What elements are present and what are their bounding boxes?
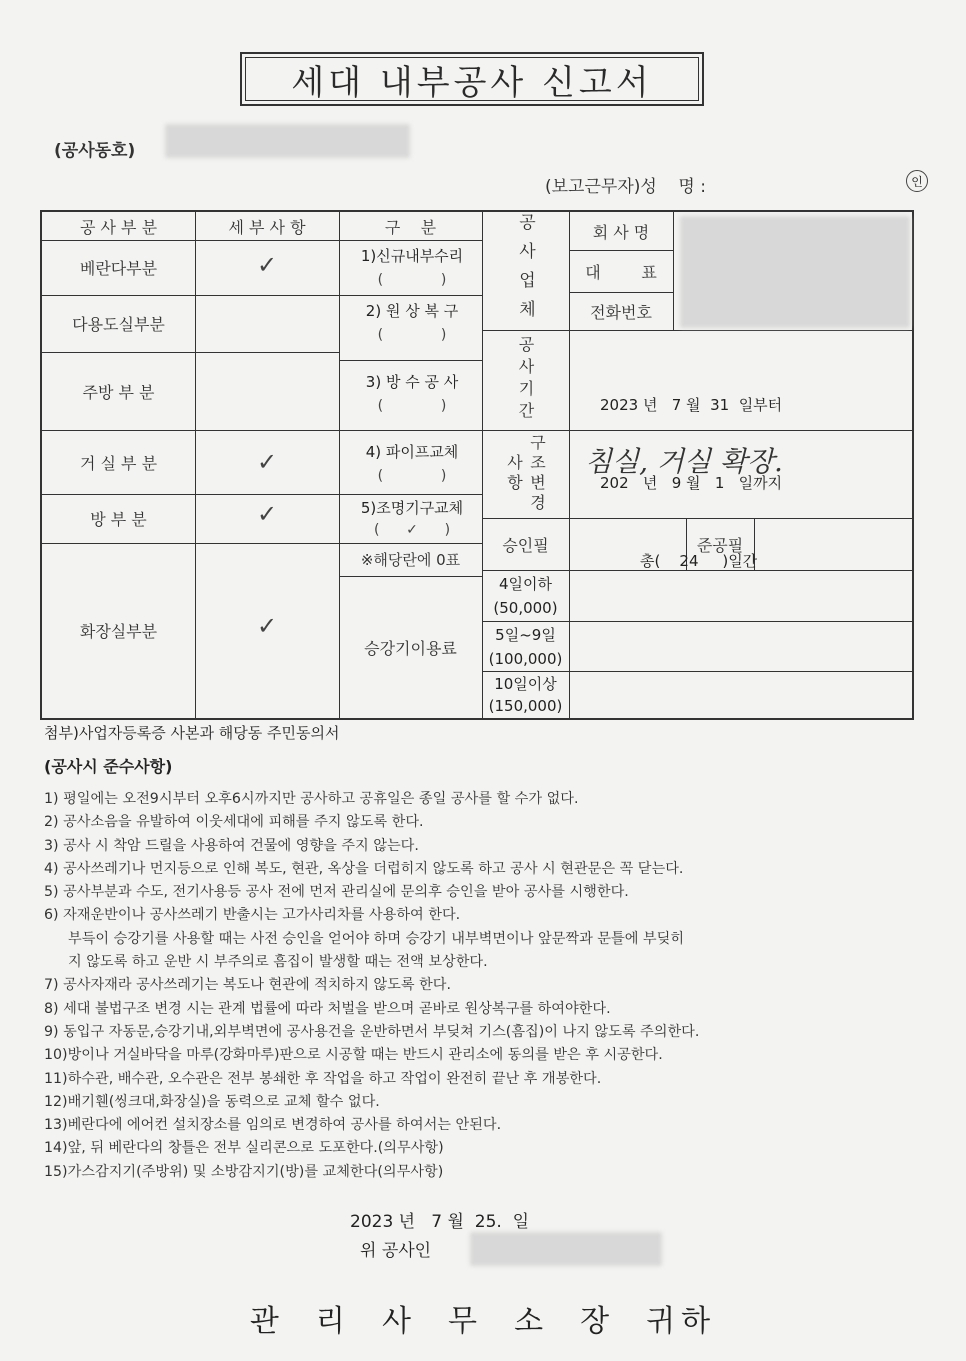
rule-item: 3) 공사 시 착암 드릴을 사용하여 건물에 영향을 주지 않는다. [44, 837, 419, 854]
category-item: 2) 원 상 복 구 ( ) [365, 302, 459, 343]
part-label: 베란다부분 [79, 259, 158, 278]
rule-item: 지 않도록 하고 운반 시 부주의로 흠집이 발생할 때는 전액 보상한다. [68, 954, 488, 971]
rule-item: 2) 공사소음을 유발하여 이웃세대에 피해를 주지 않도록 한다. [44, 814, 424, 831]
category-note: ※해당란에 0표 [360, 551, 461, 569]
header-contractor: 공사업체 [515, 213, 535, 329]
rule-item: 4) 공사쓰레기나 먼지등으로 인해 복도, 현관, 옥상을 더럽히지 않도록 하고 공사 시 현관문은 꼭 닫는다. [44, 860, 684, 877]
rule-item: 13)베란다에 에어컨 설치장소를 임의로 변경하여 공사를 하여서는 안된다. [44, 1117, 502, 1134]
redacted-applicant [470, 1232, 662, 1266]
check-mark: ✓ [256, 500, 278, 528]
elevator-fee-label: 승강기이용료 [364, 638, 457, 658]
rule-item: 9) 동입구 자동문,승강기내,외부벽면에 공사용건을 운반하면서 부딪쳐 기스(흠집)이 나지 않도록 주의한다. [44, 1023, 700, 1040]
construction-period: 2023 년 7 월 31 일부터 202 년 9 월 1 일까지 총( 24 )일간 [600, 396, 783, 570]
rule-item: 6) 자재운반이나 공사쓰레기 반출시는 고가사리차를 사용하여 한다. [44, 907, 461, 924]
header-detail: 세 부 사 항 [228, 217, 306, 237]
attachment-note: 첨부)사업자등록증 사본과 해당동 주민동의서 [44, 724, 340, 742]
part-label: 거 실 부 분 [79, 453, 158, 473]
part-label: 방 부 분 [90, 510, 147, 529]
part-label: 화장실부분 [79, 622, 158, 641]
structure-value: 침실, 거실 확장. [585, 445, 783, 478]
redacted-building [165, 124, 410, 158]
header-part: 공 사 부 분 [79, 217, 158, 237]
check-mark: ✓ [256, 251, 278, 279]
category-item: 1)신규내부수리 ( ) [360, 247, 464, 288]
rules-list [44, 788, 944, 1184]
redacted-contractor [680, 216, 910, 328]
elevator-row: 4일이하 (50,000) [493, 575, 558, 617]
rule-item: 11)하수관, 배수관, 오수관은 전부 봉쇄한 후 작업을 하고 작업이 완전히 끝난 후 개봉한다. [44, 1070, 602, 1087]
header-category: 구 분 [384, 217, 437, 237]
rule-item: 12)배기휀(씽크대,화장실)을 동력으로 교체 할수 없다. [44, 1093, 380, 1110]
check-mark [195, 295, 339, 352]
elevator-row: 5일~9일 (100,000) [488, 626, 563, 668]
rules-title: (공사시 준수사항) [44, 757, 173, 776]
document-title: 세대 내부공사 신고서 [240, 52, 704, 106]
rule-item: 14)앞, 뒤 베란다의 창틀은 전부 실리콘으로 도포한다.(의무사항) [44, 1140, 444, 1157]
seal-mark: 인 [906, 170, 928, 192]
rule-item: 5) 공사부분과 수도, 전기사용등 공사 전에 먼저 관리실에 문의후 승인을 받아 공사를 시행한다. [44, 884, 629, 901]
building-label: (공사동호) [54, 141, 136, 161]
approval-label: 승인필 [502, 535, 549, 555]
completion-label: 준공필 [696, 535, 744, 555]
company-label: 회 사 명 [592, 222, 650, 242]
rule-item: 10)방이나 거실바닥을 마루(강화마루)판으로 시공할 때는 반드시 관리소에 동의를 받은 후 시공한다. [44, 1047, 663, 1064]
phone-label: 전화번호 [590, 302, 652, 322]
rule-item: 1) 평일에는 오전9시부터 오후6시까지만 공사하고 공휴일은 종일 공사를 할 수가 없다. [44, 791, 579, 807]
application-date: 2023 년 7 월 25. 일 [350, 1212, 530, 1232]
category-item: 3) 방 수 공 사 ( ) [365, 373, 459, 414]
elevator-row: 10일이상 (150,000) [488, 675, 563, 715]
rule-item: 8) 세대 불법구조 변경 시는 관계 법률에 따라 처벌을 받으며 곧바로 원상복구를 하여야한다. [44, 1000, 611, 1017]
representative-label: 대 표 [585, 262, 657, 282]
part-label: 다용도실부분 [72, 315, 165, 334]
rule-item: 부득이 승강기를 사용할 때는 사전 승인을 얻어야 하며 승강기 내부벽면이나 앞문짝과 문틀에 부딪히 [68, 930, 685, 947]
check-mark: ✓ [256, 611, 278, 640]
period-label: 공사기간 [516, 336, 535, 424]
check-mark [195, 352, 339, 430]
addressee: 관 리 사 무 소 장 귀하 [249, 1304, 717, 1339]
applicant-label: 위 공사인 [360, 1241, 432, 1261]
part-label: 주방 부 분 [82, 382, 155, 402]
rule-item: 15)가스감지기(주방위) 및 소방감지기(방)를 교체한다(의무사항) [44, 1163, 444, 1180]
category-item: 4) 파이프교체 ( ) [365, 443, 459, 484]
reporter-label: (보고근무자)성 명 : [545, 177, 706, 197]
category-item: 5)조명기구교체 ( ✓ ) [360, 499, 464, 538]
structure-label: 구조변경사항 [504, 434, 547, 514]
check-mark: ✓ [256, 448, 278, 476]
rule-item: 7) 공사자재라 공사쓰레기는 복도나 현관에 적치하지 않도록 한다. [44, 977, 451, 994]
